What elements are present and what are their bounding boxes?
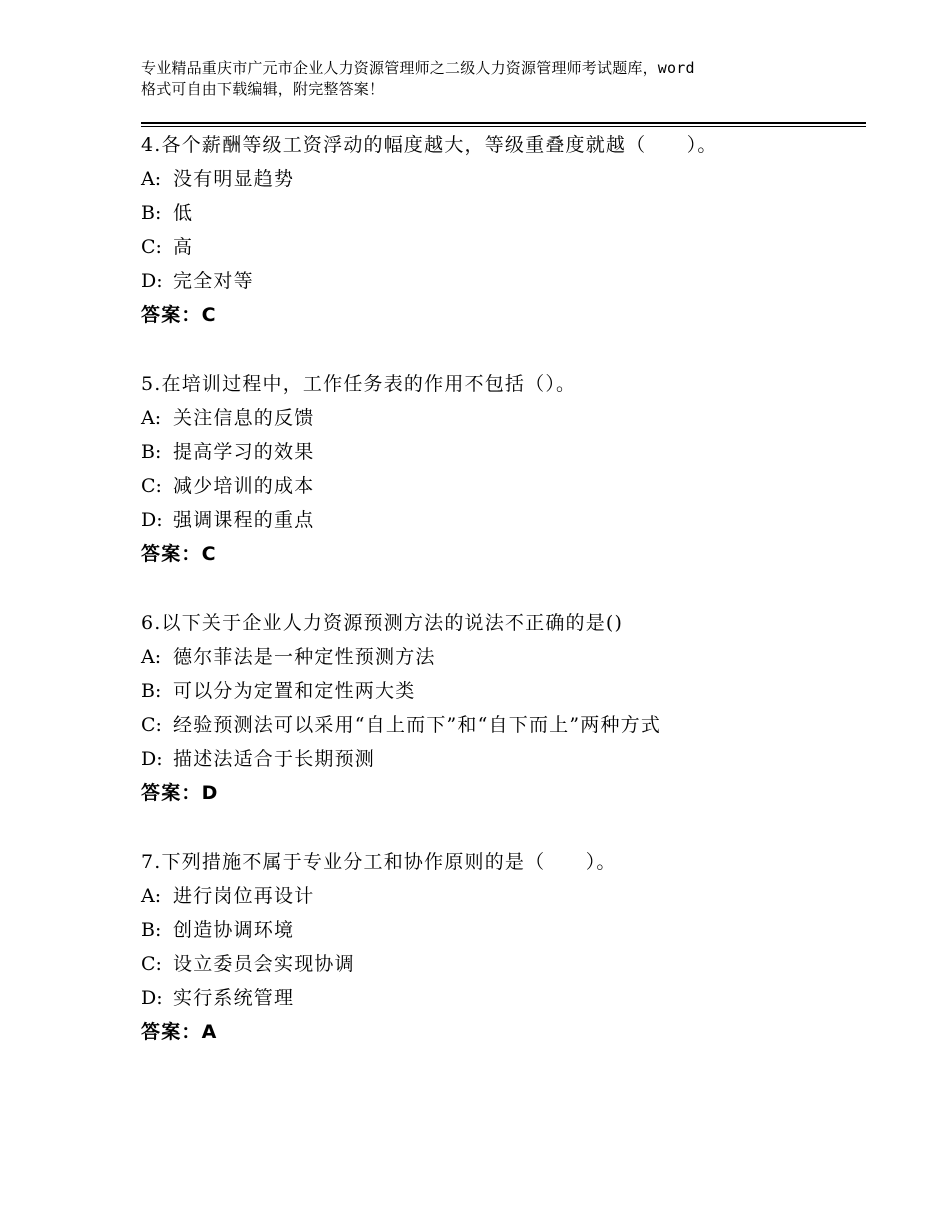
- option-key: A:: [141, 646, 162, 668]
- option-d: [141, 742, 866, 776]
- question-7: [141, 845, 866, 1049]
- question-spacer: [141, 810, 866, 845]
- option-text: 进行岗位再设计: [173, 885, 315, 907]
- question-spacer: [141, 571, 866, 606]
- option-d: [141, 264, 866, 298]
- answer-line: 答案：D: [141, 782, 219, 804]
- option-key: C:: [141, 714, 162, 736]
- option-text: 提高学习的效果: [173, 441, 315, 463]
- option-key: D:: [141, 509, 163, 531]
- option-d: [141, 981, 866, 1015]
- header-line-2: 格式可自由下载编辑，附完整答案！: [141, 80, 385, 98]
- question-4: [141, 128, 866, 332]
- option-c: [141, 947, 866, 981]
- question-stem: 7.下列措施不属于专业分工和协作原则的是（ ）。: [141, 851, 617, 873]
- option-key: A:: [141, 407, 162, 429]
- option-a: [141, 640, 866, 674]
- answer-line: 答案：C: [141, 304, 217, 326]
- question-stem: 6.以下关于企业人力资源预测方法的说法不正确的是(): [141, 612, 624, 634]
- option-key: D:: [141, 270, 163, 292]
- option-c: [141, 230, 866, 264]
- option-key: C:: [141, 236, 162, 258]
- option-text: 创造协调环境: [173, 919, 295, 941]
- question-6: [141, 606, 866, 810]
- question-5: [141, 367, 866, 571]
- option-key: B:: [141, 441, 162, 463]
- option-key: A:: [141, 885, 162, 907]
- option-a: [141, 162, 866, 196]
- option-c: [141, 469, 866, 503]
- option-text: 可以分为定置和定性两大类: [173, 680, 416, 702]
- option-a: [141, 401, 866, 435]
- option-key: B:: [141, 919, 162, 941]
- option-text: 没有明显趋势: [173, 168, 295, 190]
- option-b: [141, 913, 866, 947]
- option-b: [141, 435, 866, 469]
- option-text: 设立委员会实现协调: [173, 953, 355, 975]
- option-b: [141, 196, 866, 230]
- option-key: D:: [141, 748, 163, 770]
- option-key: B:: [141, 202, 162, 224]
- option-text: 完全对等: [173, 270, 254, 292]
- question-spacer: [141, 332, 866, 367]
- option-text: 实行系统管理: [173, 987, 295, 1009]
- option-key: C:: [141, 953, 162, 975]
- option-key: D:: [141, 987, 163, 1009]
- header-divider-thin: [141, 126, 866, 127]
- question-stem: 4.各个薪酬等级工资浮动的幅度越大，等级重叠度就越（ ）。: [141, 134, 718, 156]
- option-text: 高: [173, 236, 194, 258]
- option-key: A:: [141, 168, 162, 190]
- option-d: [141, 503, 866, 537]
- option-c: [141, 708, 866, 742]
- option-text: 德尔菲法是一种定性预测方法: [173, 646, 436, 668]
- option-text: 描述法适合于长期预测: [173, 748, 376, 770]
- option-b: [141, 674, 866, 708]
- option-text: 经验预测法可以采用“自上而下”和“自下而上”两种方式: [173, 714, 662, 736]
- option-text: 强调课程的重点: [173, 509, 315, 531]
- header-divider-thick: [141, 122, 866, 124]
- question-stem: 5.在培训过程中，工作任务表的作用不包括（）。: [141, 373, 577, 395]
- document-header: [141, 58, 841, 100]
- option-a: [141, 879, 866, 913]
- option-text: 减少培训的成本: [173, 475, 315, 497]
- answer-line: 答案：A: [141, 1021, 218, 1043]
- answer-line: 答案：C: [141, 543, 217, 565]
- header-line-1: 专业精品重庆市广元市企业人力资源管理师之二级人力资源管理师考试题库，word: [141, 59, 695, 77]
- option-key: C:: [141, 475, 162, 497]
- option-text: 低: [173, 202, 194, 224]
- question-list: [141, 128, 866, 1049]
- option-key: B:: [141, 680, 162, 702]
- option-text: 关注信息的反馈: [173, 407, 315, 429]
